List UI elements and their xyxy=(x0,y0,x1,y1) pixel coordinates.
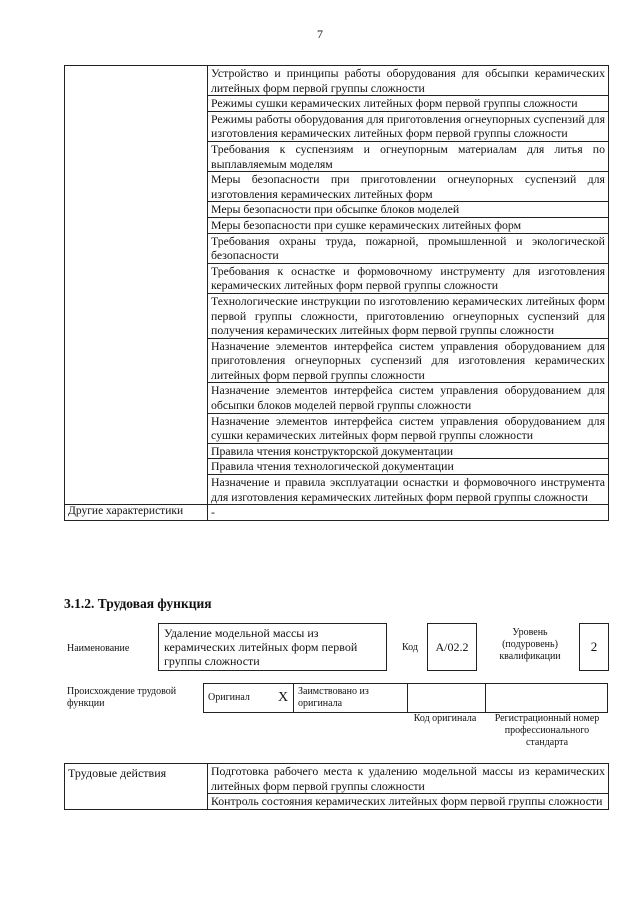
level-label: Уровень (подуровень) квалификации xyxy=(499,627,561,662)
knowledge-table xyxy=(64,65,609,521)
knowledge-item: Меры безопасности при обсыпке блоков моделей xyxy=(208,202,609,218)
actions-table xyxy=(64,763,609,810)
knowledge-item: Правила чтения технологической документации xyxy=(208,459,609,475)
knowledge-item: Режимы работы оборудования для приготовления огнеупорных суспензий для изготовления керамических литейных форм первой группы сложности xyxy=(208,111,609,141)
knowledge-item: Меры безопасности при сушке керамических литейных форм xyxy=(208,217,609,233)
page-number: 7 xyxy=(317,27,323,41)
action-item: Подготовка рабочего места к удалению модельной массы из керамических литейных форм первой группы сложности xyxy=(208,764,609,794)
actions-label: Трудовые действия xyxy=(65,764,208,810)
other-characteristics-label: Другие характеристики xyxy=(65,505,208,521)
knowledge-item: Назначение и правила эксплуатации оснастки и формовочного инструмента для изготовления керамических литейных форм первой группы сложности xyxy=(208,475,609,505)
knowledge-item: Назначение элементов интерфейса систем управления оборудованием для обсыпки блоков моделей первой группы сложности xyxy=(208,383,609,413)
registration-caption: Регистрационный номер профессионального стандарта xyxy=(494,713,600,748)
action-item: Контроль состояния керамических литейных форм первой группы сложности xyxy=(208,794,609,810)
knowledge-item: Меры безопасности при приготовлении огнеупорных суспензий для изготовления керамических литейных форм xyxy=(208,172,609,202)
original-mark: X xyxy=(278,690,289,705)
original-label: Оригинал xyxy=(208,692,250,703)
knowledge-item: Назначение элементов интерфейса систем управления оборудованием для приготовления огнеупорных суспензий для изготовления керамических литейных форм первой группы сложности xyxy=(208,338,609,383)
level-value-box: 2 xyxy=(579,623,609,671)
knowledge-item: Режимы сушки керамических литейных форм первой группы сложности xyxy=(208,96,609,112)
knowledge-item: Устройство и принципы работы оборудования для обсыпки керамических литейных форм первой группы сложности xyxy=(208,66,609,96)
origin-row xyxy=(203,683,608,713)
name-label: Наименование xyxy=(67,643,130,654)
borrowed-label: Заимствовано из оригинала xyxy=(298,686,369,709)
knowledge-item: Правила чтения конструкторской документации xyxy=(208,443,609,459)
knowledge-label-cell xyxy=(65,66,208,505)
knowledge-item: Технологические инструкции по изготовлению керамических литейных форм первой группы сложности, приготовлению огнеупорных суспензий для получения керамических литейных форм первой группы сложности xyxy=(208,293,609,338)
knowledge-item: Назначение элементов интерфейса систем управления оборудованием для сушки керамических литейных форм первой группы сложности xyxy=(208,413,609,443)
code-label: Код xyxy=(402,642,418,653)
function-name-box: Удаление модельной массы из керамических литейных форм первой группы сложности xyxy=(158,623,387,671)
knowledge-item: Требования к оснастке и формовочному инструменту для изготовления керамических литейных форм первой группы сложности xyxy=(208,263,609,293)
knowledge-item: Требования к суспензиям и огнеупорным материалам для литья по выплавляемым моделям xyxy=(208,141,609,171)
section-title: 3.1.2. Трудовая функция xyxy=(64,596,212,611)
code-original-caption: Код оригинала xyxy=(413,713,477,724)
other-characteristics-value: - xyxy=(208,505,609,521)
knowledge-item: Требования охраны труда, пожарной, промышленной и экологической безопасности xyxy=(208,233,609,263)
code-value-box: A/02.2 xyxy=(427,623,477,671)
origin-label: Происхождение трудовой функции xyxy=(67,686,177,709)
